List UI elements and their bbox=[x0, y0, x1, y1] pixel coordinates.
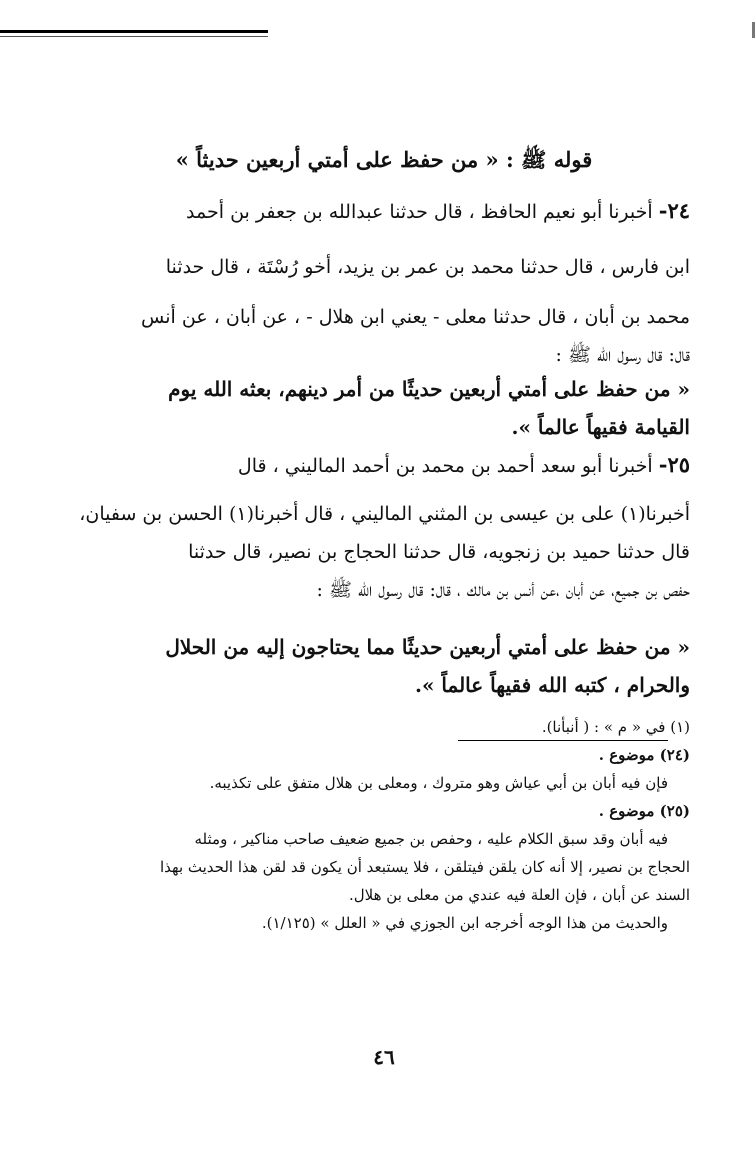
hadith-25-number: ٢٥- bbox=[658, 452, 690, 477]
hadith-25-text-line-2: والحرام ، كتبه الله فقيهاً عالماً ». bbox=[415, 673, 690, 697]
footnote-rule bbox=[458, 740, 668, 741]
hadith-24-line-3: محمد بن أبان ، قال حدثنا معلى - يعني ابن هلال - ، عن أبان ، عن أنس bbox=[141, 306, 690, 328]
hadith-24-text-line-2: القيامة فقيهاً عالماً ». bbox=[511, 415, 690, 439]
page-number: ٤٦ bbox=[373, 1045, 395, 1069]
hadith-24-text-line-1: « من حفظ على أمتي أربعين حديثًا من أمر دينهم، بعثه الله يوم bbox=[168, 377, 690, 401]
hadith-24-line-4: قال: قال رسول الله ﷺ : bbox=[555, 344, 690, 366]
hadith-24-number: ٢٤- bbox=[658, 198, 690, 223]
footnote-24-text: فإن فيه أبان بن أبي عياش وهو متروك ، ومعلى بن هلال متفق على تكذيبه. bbox=[209, 774, 668, 792]
footnote-25-label: (٢٥) موضوع . bbox=[598, 802, 690, 820]
hadith-25-line-2: أخبرنا(١) على بن عيسى بن المثني الماليني ، قال أخبرنا(١) الحسن بن سفيان، bbox=[79, 503, 690, 525]
hadith-25-line-4: حفص بن جميع، عن أبان ،عن أنس بن مالك ، قال: قال رسول الله ﷺ : bbox=[316, 579, 690, 601]
footnote-25-line-3: السند عن أبان ، فإن العلة فيه عندي من معلى بن هلال. bbox=[349, 886, 690, 904]
hadith-25-line-1: ٢٥- أخبرنا أبو سعد أحمد بن محمد بن أحمد الماليني ، قال bbox=[237, 452, 690, 477]
footnote-25-line-2: الحجاج بن نصير، إلا أنه كان يلقن فيتلقن ، فلا يستبعد أن يكون قد لقن هذا الحديث بهذا bbox=[160, 858, 690, 876]
footnote-25-line-1: فيه أبان وقد سبق الكلام عليه ، وحفص بن جميع ضعيف صاحب مناكير ، ومثله bbox=[194, 830, 668, 848]
hadith-24-line-2: ابن فارس ، قال حدثنا محمد بن عمر بن يزيد، أخو رُسْتَة ، قال حدثنا bbox=[165, 256, 690, 278]
hadith-24-line-1: ٢٤- أخبرنا أبو نعيم الحافظ ، قال حدثنا عبدالله بن جعفر بن أحمد bbox=[186, 198, 690, 223]
hadith-25-text-line-1: « من حفظ على أمتي أربعين حديثًا مما يحتاجون إليه من الحلال bbox=[165, 635, 690, 659]
hadith-25-line-3: قال حدثنا حميد بن زنجويه، قال حدثنا الحجاج بن نصير، قال حدثنا bbox=[188, 541, 690, 563]
footnote-source: والحديث من هذا الوجه أخرجه ابن الجوزي في « العلل » (١/١٢٥). bbox=[261, 914, 668, 932]
section-heading: قوله ﷺ : « من حفظ على أمتي أربعين حديثاً » bbox=[175, 147, 593, 172]
footnote-24-label: (٢٤) موضوع . bbox=[598, 746, 690, 764]
footnote-1: (١) في « م » : ( أنبأنا). bbox=[541, 718, 690, 736]
